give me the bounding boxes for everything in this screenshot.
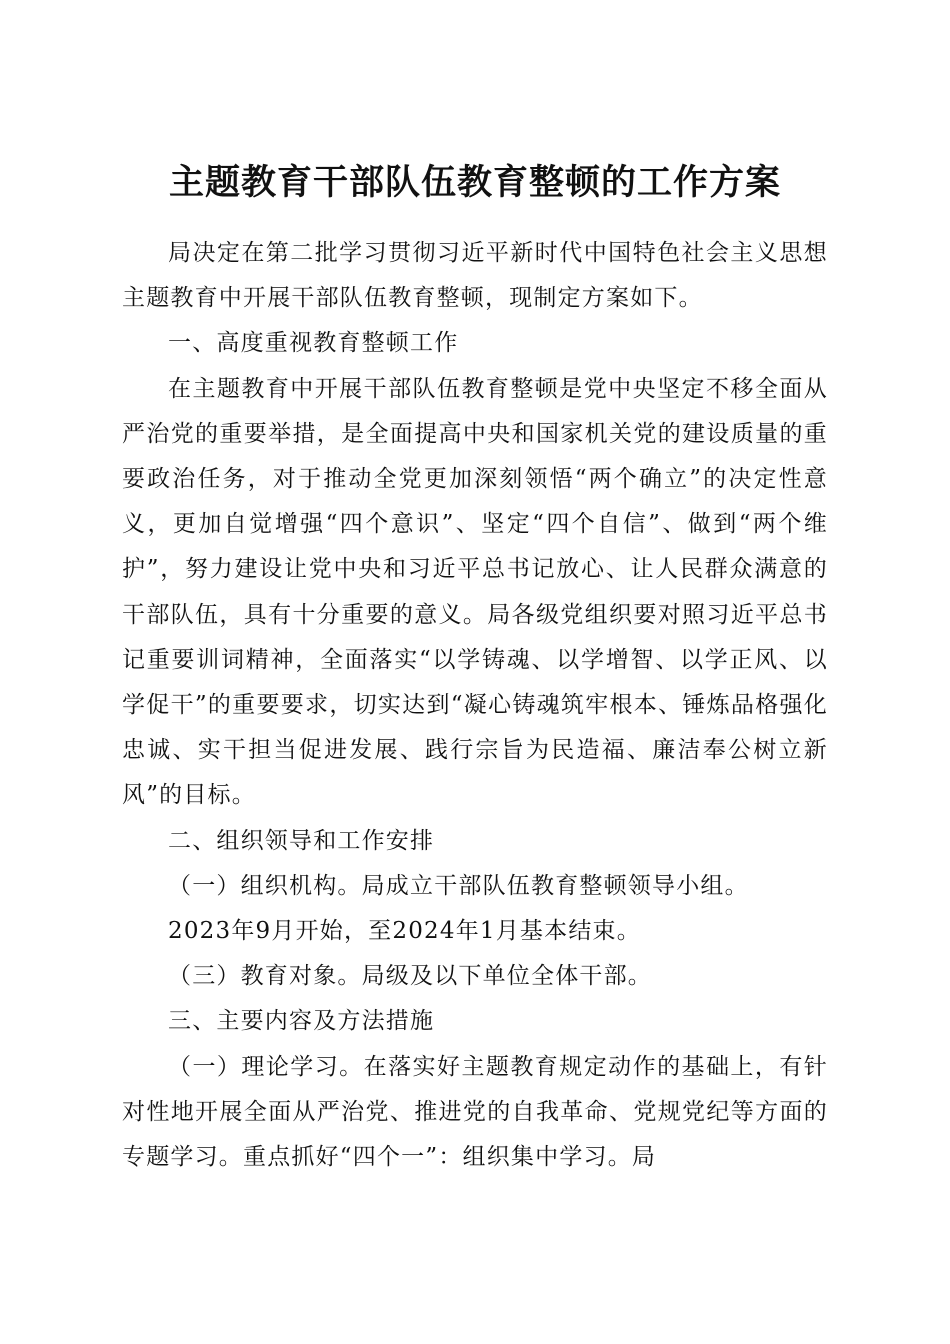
schedule-paragraph: 2023年9月开始，至2024年1月基本结束。 — [168, 918, 641, 945]
document-title: 主题教育干部队伍教育整顿的工作方案 — [168, 162, 781, 204]
theory-study-paragraph: （一）理论学习。在落实好主题教育规定动作的基础上，有针对性地开展全面从严治党、推进党的自我革命、党规党纪等方面的专题学习。重点抓好“四个一”：组织集中学习。局 — [122, 1053, 828, 1171]
education-target-paragraph: （三）教育对象。局级及以下单位全体干部。 — [168, 963, 652, 990]
organization-paragraph: （一）组织机构。局成立干部队伍教育整顿领导小组。 — [168, 872, 749, 899]
section-heading-3: 三、主要内容及方法措施 — [168, 1008, 435, 1035]
section-1-paragraph: 在主题教育中开展干部队伍教育整顿是党中央坚定不移全面从严治党的重要举措，是全面提高中央和国家机关党的建设质量的重要政治任务，对于推动全党更加深刻领悟“两个确立”的决定性意义，更加自觉增强“四个意识”、坚定“四个自信”、做到“两个维护”，努力建设让党中央和习近平总书记放心、让人民群众满意的干部队伍，具有十分重要的意义。局各级党组织要对照习近平总书记重要训词精神，全面落实“以学铸魂、以学增智、以学正风、以学促干”的重要要求，切实达到“凝心铸魂筑牢根本、锤炼品格强化忠诚、实干担当促进发展、践行宗旨为民造福、廉洁奉公树立新风”的目标。 — [122, 375, 828, 809]
section-heading-1: 一、高度重视教育整顿工作 — [168, 330, 459, 357]
document-body — [122, 231, 828, 1180]
intro-paragraph: 局决定在第二批学习贯彻习近平新时代中国特色社会主义思想主题教育中开展干部队伍教育整顿，现制定方案如下。 — [122, 240, 828, 312]
section-heading-2: 二、组织领导和工作安排 — [168, 827, 435, 854]
